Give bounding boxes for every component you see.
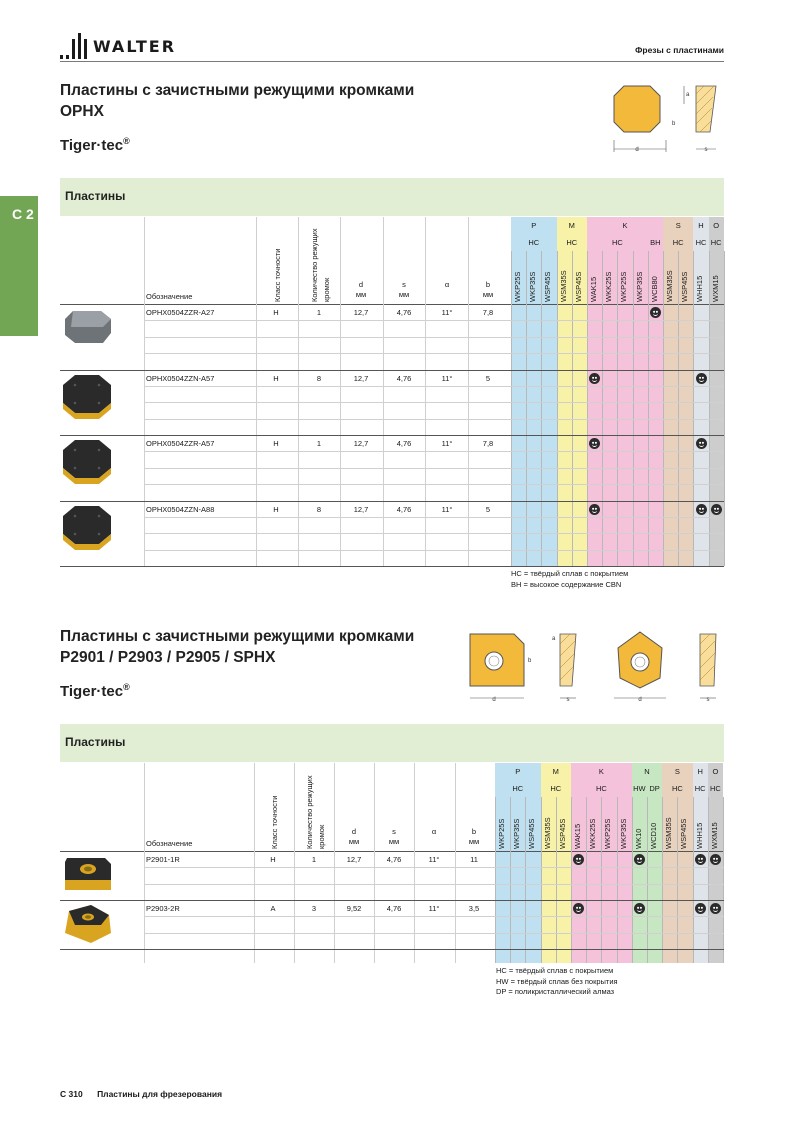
cell-b: 5: [485, 373, 491, 383]
section2-brand-reg: ®: [123, 682, 130, 692]
col-symbol-a: α: [431, 827, 437, 836]
insert-photo-ophx0504zzn-a88: [61, 504, 115, 557]
grade-header: WCB80: [649, 276, 659, 302]
recommended-grade-icon: [634, 903, 645, 914]
col-header-a: [414, 827, 454, 837]
subgroup-label: HC: [672, 238, 684, 247]
row-separator: [60, 900, 724, 901]
section1-title-line1: Пластины с зачистными режущими кромками: [60, 82, 415, 99]
diagram1-label-b: b: [672, 121, 676, 127]
recommended-grade-icon: [710, 903, 721, 914]
grade-header: WKP25S: [619, 271, 629, 302]
grade-divider: [526, 251, 527, 566]
page-footer: [60, 1089, 234, 1099]
cell-class: H: [273, 504, 279, 514]
cell-class: A: [270, 904, 276, 913]
subgroup-label: HC: [671, 784, 683, 793]
subgroup-label: HC: [566, 238, 578, 247]
grade-header: WKP25S: [603, 818, 613, 849]
recommended-grade-icon: [650, 307, 661, 318]
group-label: N: [644, 767, 650, 776]
cell-d: 12,7: [353, 439, 369, 448]
cell-d: 12,7: [346, 855, 362, 864]
recommended-grade-icon: [710, 854, 721, 865]
grade-header: WKP35S: [528, 271, 538, 302]
grade-divider: [677, 797, 678, 963]
group-label: K: [598, 767, 604, 776]
subgroup-label: HC: [710, 238, 722, 247]
cell-a: 11°: [428, 904, 440, 913]
row-rule: [144, 451, 724, 452]
grade-divider: [617, 251, 618, 566]
group-label: M: [568, 221, 575, 230]
group-label: S: [675, 221, 681, 230]
grade-divider: [693, 797, 694, 963]
cell-a: 11°: [441, 439, 453, 448]
section1-brand: [60, 136, 130, 154]
recommended-grade-icon: [695, 903, 706, 914]
group-label: O: [712, 767, 719, 776]
subgroup-label: HW: [633, 784, 646, 793]
brand-name: WALTER: [93, 36, 177, 56]
row-rule: [144, 337, 724, 338]
diagram1-label-a: a: [686, 92, 690, 98]
grade-divider: [632, 797, 633, 963]
cell-s: 4,76: [396, 308, 412, 317]
subgroup-label: HC: [528, 238, 540, 247]
insert-photo-ophx0504zzr-a57: [61, 438, 115, 491]
row-rule: [144, 402, 724, 403]
legend2-dp: DP = поликристаллический алмаз: [496, 987, 615, 996]
grade-divider: [510, 797, 511, 963]
cell-a: 11°: [428, 855, 440, 864]
legend1-hc: HC = твёрдый сплав с покрытием: [511, 569, 629, 578]
grade-header: WSP45S: [557, 818, 567, 849]
subgroup-label: HC: [611, 238, 623, 247]
group-label: P: [531, 221, 537, 230]
row-rule: [144, 550, 724, 551]
group-label: O: [713, 221, 720, 230]
legend2-hw: HW = твёрдый сплав без покрытия: [496, 976, 618, 986]
grade-divider: [648, 251, 649, 566]
walter-logo: [60, 32, 176, 60]
section-name: Фрезы с пластинами: [635, 45, 724, 55]
recommended-grade-icon: [696, 373, 707, 384]
cell-class: H: [273, 373, 279, 383]
grade-divider: [541, 251, 542, 566]
section1-brand-text: Tiger·tec: [60, 137, 124, 154]
grade-divider: [525, 797, 526, 963]
section2-insert-diagrams: [464, 628, 726, 708]
recommended-grade-icon: [695, 854, 706, 865]
grade-header: WSM35S: [542, 817, 552, 849]
group-label: H: [697, 767, 703, 776]
designation-header: Обозначение: [146, 292, 193, 301]
edges-header: Количество режущих кромок: [305, 775, 326, 849]
grade-divider: [708, 797, 709, 963]
cell-d: 12,7: [353, 308, 369, 317]
section2-title: [60, 626, 414, 668]
recommended-grade-icon: [589, 504, 600, 515]
col-header-s: [374, 827, 414, 847]
col-unit-s: мм: [398, 290, 410, 299]
section2-brand: [60, 682, 130, 700]
cell-d: 9,52: [346, 904, 362, 913]
grade-header: WKK25S: [588, 818, 598, 849]
grade-divider: [587, 251, 588, 566]
grade-header: WCD10: [649, 822, 658, 849]
grade-divider: [724, 251, 725, 566]
cell-s: 4,76: [396, 504, 412, 514]
cell-a: 11°: [441, 373, 453, 383]
cell-edges: 3: [311, 904, 317, 913]
row-rule: [144, 419, 724, 420]
col-header-b: [468, 280, 508, 300]
subgroup-label: HC: [709, 784, 721, 793]
grade-header: WKP35S: [618, 818, 628, 849]
subgroup-label: DP: [649, 784, 660, 793]
group-label: K: [622, 221, 628, 230]
column-divider: [298, 217, 299, 566]
section1-inserts-band: [60, 178, 724, 216]
row-separator: [60, 501, 724, 502]
section2-title-line1: Пластины с зачистными режущими кромками: [60, 628, 415, 645]
grade-divider: [602, 251, 603, 566]
grade-divider: [586, 797, 587, 963]
col-symbol-b: b: [471, 827, 477, 836]
group-label: M: [552, 767, 559, 776]
grade-divider: [662, 797, 663, 963]
grade-header: WSP45S: [527, 818, 537, 849]
chapter-tab: C 2: [0, 196, 38, 336]
row-rule: [144, 884, 724, 885]
col-unit-d: мм: [348, 837, 360, 846]
grade-header: WXM15: [710, 275, 720, 302]
insert-code: P2901-1R: [146, 855, 180, 864]
grade-divider: [572, 251, 573, 566]
diagram2a-label-a: a: [552, 636, 556, 642]
cell-s: 4,76: [396, 373, 412, 383]
grade-header: WKP35S: [512, 818, 522, 849]
section1-title: [60, 80, 414, 122]
row-rule: [144, 353, 724, 354]
cell-s: 4,76: [386, 904, 402, 913]
col-header-d: [334, 827, 374, 847]
cell-b: 3,5: [468, 904, 480, 913]
grade-divider: [511, 251, 512, 566]
diagram2a-label-b: b: [528, 658, 532, 664]
grade-header: WXM15: [709, 822, 719, 849]
cell-d: 12,7: [353, 504, 369, 514]
cell-class: H: [273, 439, 279, 448]
grade-header: WK10: [633, 828, 643, 849]
row-separator: [60, 370, 724, 371]
column-divider: [425, 217, 426, 566]
section1-title-line2: OPHX: [60, 103, 104, 120]
col-header-d: [341, 280, 381, 300]
recommended-grade-icon: [589, 373, 600, 384]
insert-photo-ophx0504zzn-a57: [61, 373, 115, 426]
grade-header: WKP25S: [513, 271, 522, 302]
recommended-grade-icon: [634, 854, 645, 865]
row-separator: [60, 949, 724, 950]
header-rule: [60, 304, 724, 305]
legend1-bh: BH = высокое содержание CBN: [511, 579, 622, 589]
col-unit-b: мм: [482, 290, 494, 299]
insert-code: OPHX0504ZZN-A57: [146, 373, 215, 383]
insert-photo-ophx0504zzr-a27: [61, 307, 115, 360]
logo-bars-icon: [60, 33, 87, 59]
grade-header: WSP45S: [679, 818, 689, 849]
accuracy-class-header: Класс точности: [273, 248, 282, 302]
grade-header: WSM35S: [664, 817, 674, 849]
col-symbol-d: d: [358, 280, 364, 289]
col-unit-b: мм: [468, 837, 480, 846]
insert-photo-p2901-1r: [61, 854, 115, 907]
grade-header: WKP35S: [634, 271, 644, 302]
cell-edges: 8: [316, 373, 322, 383]
section2-legend: [496, 966, 618, 998]
grade-divider: [723, 797, 724, 963]
grade-header: WSP45S: [680, 271, 690, 302]
designation-header: Обозначение: [146, 839, 193, 848]
diagram2b-label-s: s: [706, 697, 710, 703]
col-symbol-s: s: [392, 827, 396, 836]
cell-a: 11°: [441, 308, 453, 317]
accuracy-class-header: Класс точности: [270, 795, 279, 849]
insert-code: P2903-2R: [146, 904, 180, 913]
grade-divider: [693, 251, 694, 566]
column-divider: [256, 217, 257, 566]
section1-insert-diagram: [610, 82, 726, 158]
row-rule: [144, 320, 724, 321]
header-rule: [60, 851, 724, 852]
insert-photo-p2903-2r: [61, 903, 115, 956]
row-rule: [144, 533, 724, 534]
section2-title-line2: P2901 / P2903 / P2905 / SPHX: [60, 649, 276, 666]
diagram1-label-s: s: [704, 147, 708, 153]
grade-divider: [617, 797, 618, 963]
col-unit-s: мм: [388, 837, 400, 846]
diagram2a-label-d: d: [492, 697, 496, 703]
grade-divider: [541, 797, 542, 963]
grade-header: WSM35S: [558, 270, 568, 302]
cell-a: 11°: [441, 504, 453, 514]
col-symbol-b: b: [485, 280, 491, 289]
footer-title: Пластины для фрезерования: [97, 1089, 223, 1099]
col-header-s: [384, 280, 424, 300]
column-divider: [383, 217, 384, 566]
cell-edges: 1: [316, 308, 322, 317]
row-separator: [60, 435, 724, 436]
grade-header: WSM35S: [665, 270, 674, 302]
grade-divider: [557, 251, 558, 566]
col-unit-d: мм: [355, 290, 367, 299]
cell-b: 7,8: [482, 439, 494, 448]
section1-band-label: Пластины: [65, 189, 126, 203]
col-header-b: [454, 827, 494, 847]
row-rule: [144, 468, 724, 469]
section1-brand-reg: ®: [123, 136, 130, 146]
column-divider: [144, 217, 145, 566]
grade-divider: [663, 251, 664, 566]
recommended-grade-icon: [696, 438, 707, 449]
grade-header: WAK15: [573, 823, 582, 849]
legend2-hc: HC = твёрдый сплав с покрытием: [496, 966, 614, 975]
cell-s: 4,76: [386, 855, 402, 864]
col-symbol-d: d: [351, 827, 357, 836]
diagram2a-label-s: s: [566, 697, 570, 703]
row-separator: [60, 566, 724, 567]
cell-class: H: [273, 308, 279, 317]
grade-divider: [495, 797, 496, 963]
grade-header: WHH15: [695, 275, 705, 302]
cell-edges: 1: [311, 855, 317, 864]
insert-code: OPHX0504ZZR-A27: [146, 308, 215, 317]
column-divider: [340, 217, 341, 566]
grade-divider: [633, 251, 634, 566]
grade-header: WSP45S: [543, 271, 553, 302]
page-header: [60, 32, 724, 62]
cell-b: 7,8: [482, 308, 494, 317]
cell-class: H: [270, 855, 276, 864]
cell-b: 11: [470, 855, 478, 864]
grade-header: WHH15: [694, 822, 704, 849]
diagram1-label-d: d: [635, 147, 639, 153]
cell-b: 5: [485, 504, 491, 514]
subgroup-label: HC: [595, 784, 607, 793]
grade-header: WKK25S: [604, 271, 614, 302]
insert-code: OPHX0504ZZR-A57: [146, 439, 215, 448]
edges-header: Количество режущих кромок: [310, 228, 331, 302]
cell-edges: 8: [316, 504, 322, 514]
section2-band-label: Пластины: [65, 735, 126, 749]
col-header-a: [427, 280, 467, 290]
row-rule: [144, 916, 724, 917]
grade-divider: [678, 251, 679, 566]
group-label: H: [698, 221, 704, 230]
subgroup-label: HC: [512, 784, 524, 793]
row-rule: [144, 386, 724, 387]
section2-inserts-band: [60, 724, 724, 762]
subgroup-label: HC: [694, 784, 706, 793]
insert-code: OPHX0504ZZN-A88: [146, 504, 215, 514]
cell-d: 12,7: [353, 373, 369, 383]
diagram2b-label-d: d: [638, 697, 642, 703]
grade-divider: [556, 797, 557, 963]
grade-header: WAK15: [589, 276, 598, 302]
col-symbol-s: s: [402, 280, 406, 289]
column-divider: [468, 217, 469, 566]
row-rule: [144, 484, 724, 485]
cell-s: 4,76: [396, 439, 412, 448]
subgroup-label: BH: [650, 238, 661, 247]
cell-edges: 1: [316, 439, 322, 448]
grade-divider: [601, 797, 602, 963]
recommended-grade-icon: [711, 504, 722, 515]
col-symbol-a: α: [444, 280, 450, 289]
grade-divider: [647, 797, 648, 963]
group-label: S: [674, 767, 680, 776]
grade-divider: [709, 251, 710, 566]
section2-brand-text: Tiger·tec: [60, 683, 124, 700]
row-rule: [144, 933, 724, 934]
page-number: C 310: [60, 1089, 83, 1099]
grade-header: WKP25S: [497, 818, 506, 849]
grade-header: WSP45S: [573, 271, 583, 302]
group-label: P: [515, 767, 521, 776]
recommended-grade-icon: [696, 504, 707, 515]
row-rule: [144, 517, 724, 518]
section1-legend: [511, 569, 628, 590]
subgroup-label: HC: [550, 784, 562, 793]
subgroup-label: HC: [695, 238, 707, 247]
grade-divider: [571, 797, 572, 963]
row-rule: [144, 867, 724, 868]
